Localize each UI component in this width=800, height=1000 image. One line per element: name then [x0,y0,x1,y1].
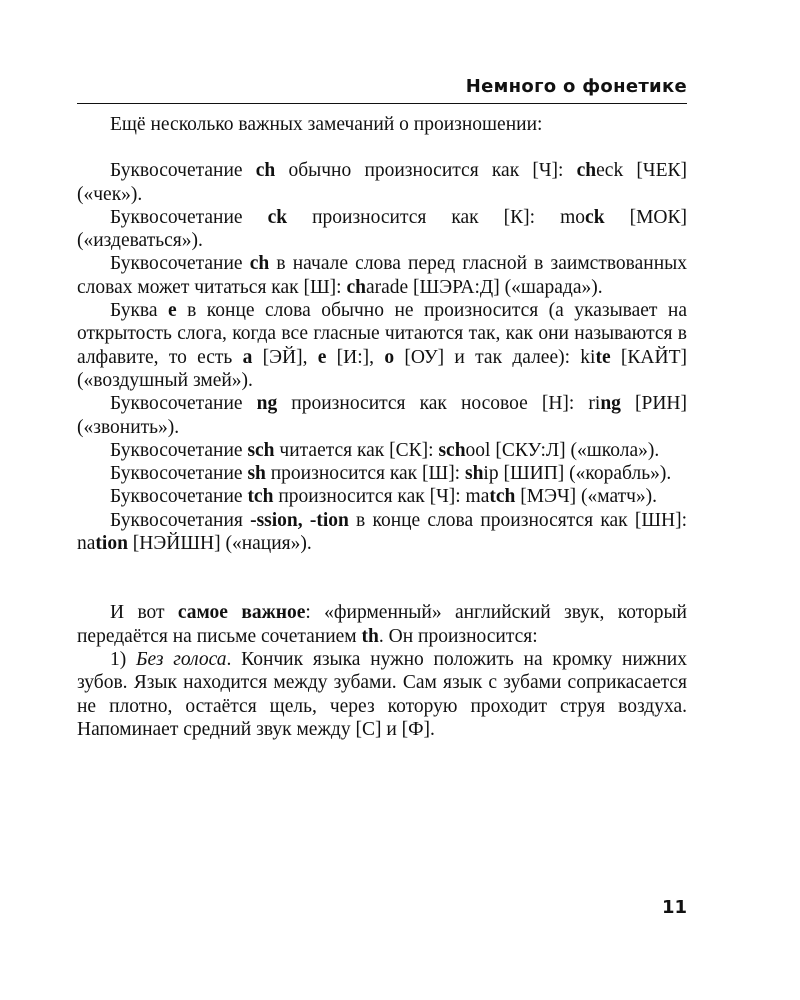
rule-sion-tion: Буквосочетания -ssion, -tion в конце слова произносятся как [ШН]: nation [НЭЙШН] («нация»). [77,509,687,555]
rule-sch: Буквосочетание sch читается как [СК]: school [СКУ:Л] («школа»). [110,439,660,461]
th-paragraph: И вот самое важное: «фирменный» английский звук, который передаётся на письме сочетанием th. Он произносится: [77,602,687,647]
running-header: Немного о фонетике [465,76,687,97]
rule-ck: Буквосочетание ck произносится как [К]: mock [МОК] («издеваться»). [77,206,687,252]
spacer [77,555,687,601]
intro-paragraph: Ещё несколько важных замечаний о произношении: [110,114,543,135]
rule-ch: Буквосочетание ch обычно произносится как [Ч]: check [ЧЕК] («чек»). [77,160,687,205]
header-rule [77,103,687,104]
page-body [77,113,687,741]
rule-final-e: Буква e в конце слова обычно не произносится (а указывает на открытость слога, когда все гласные читаются так, как они называются в алфавите, то есть a [ЭЙ], e [И:], o [ОУ] и так далее): kite [КАЙТ] («воздушный змей»). [77,300,687,391]
th-item-voiceless: 1) Без голоса. Кончик языка нужно положить на кромку нижних зубов. Язык находится между зубами. Сам язык с зубами соприкасается не плотно, остаётся щель, через которую проходит струя воздуха. Напоминает средний звук между [С] и [Ф]. [77,648,687,740]
rule-tch: Буквосочетание tch произносится как [Ч]: match [МЭЧ] («матч»). [110,486,658,508]
rule-ch-loanwords: Буквосочетание ch в начале слова перед гласной в заимствованных словах может читаться как [Ш]: charade [ШЭРА:Д] («шарада»). [77,253,687,298]
rule-ng: Буквосочетание ng произносится как носовое [Н]: ring [РИН] («звонить»). [77,393,687,438]
rule-sh: Буквосочетание sh произносится как [Ш]: ship [ШИП] («корабль»). [110,463,672,485]
page-number: 11 [661,897,687,918]
spacer [77,136,687,159]
